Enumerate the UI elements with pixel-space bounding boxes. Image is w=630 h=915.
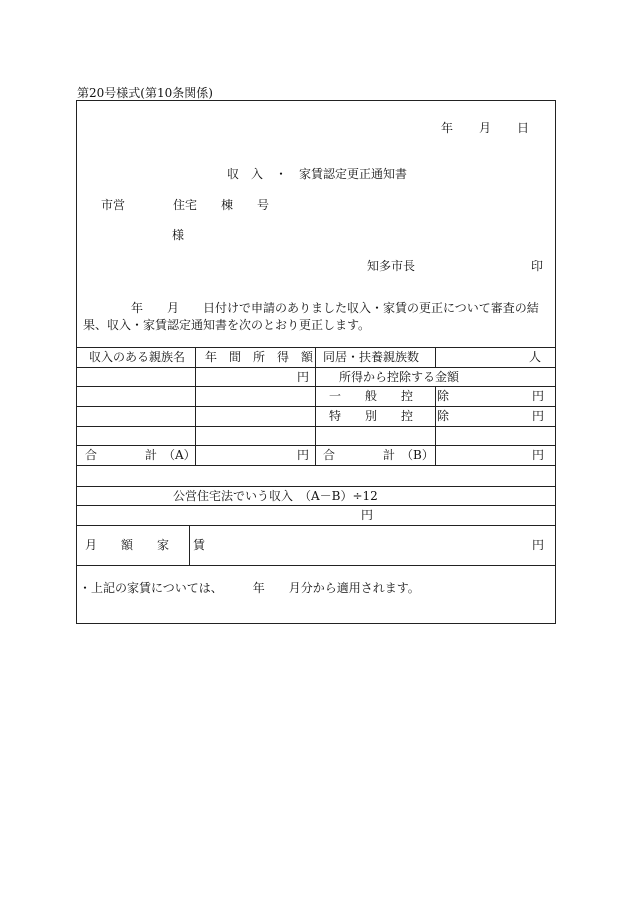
total-b-yen: 円 <box>532 448 545 462</box>
dependents-unit: 人 <box>529 350 542 364</box>
addressee-suffix: 様 <box>172 228 185 242</box>
monthly-rent-label: 月 額 家 賃 <box>85 538 206 552</box>
general-deduction-yen: 円 <box>532 389 545 403</box>
column-rule <box>435 347 436 367</box>
document-title: 収 入 ・ 家賃認定更正通知書 <box>227 167 408 181</box>
public-housing-income-yen: 円 <box>361 508 374 522</box>
date-year-label: 年 <box>440 121 453 135</box>
general-deduction-label: 一 般 控 除 <box>329 389 450 403</box>
header-dependents: 同居・扶養親族数 <box>323 350 420 364</box>
deduction-header: 所得から控除する金額 <box>339 370 460 384</box>
date-line <box>441 119 529 136</box>
header-relatives-with-income: 収入のある親族名 <box>89 350 186 364</box>
special-deduction-label: 特 別 控 除 <box>329 409 450 423</box>
address-line: 市営 住宅 棟 号 <box>101 198 270 212</box>
total-b-label: 合 計 （B） <box>323 448 434 462</box>
table-rule <box>77 525 555 526</box>
applicable-from-note: ・上記の家賃については、 年 月分から適用されます。 <box>79 581 420 595</box>
table-rule <box>77 386 555 387</box>
public-housing-income-label: 公営住宅法でいう収入 （A－B）÷12 <box>173 489 378 503</box>
issuer-name: 知多市長 <box>367 259 416 273</box>
table-rule <box>77 565 555 566</box>
notice-body: 年 月 日付けで申請のありました収入・家賃の更正について審査の結果、収入・家賃認定通知書を次のとおり更正します。 <box>83 301 539 332</box>
date-month-label: 月 <box>478 121 491 135</box>
monthly-rent-yen: 円 <box>532 538 545 552</box>
table-rule <box>77 505 555 506</box>
column-rule <box>315 347 316 465</box>
total-a-yen: 円 <box>297 448 310 462</box>
table-rule <box>77 406 555 407</box>
income-yen-unit: 円 <box>297 370 310 384</box>
notice-form <box>76 100 556 624</box>
special-deduction-yen: 円 <box>532 409 545 423</box>
date-day-label: 日 <box>516 121 529 135</box>
form-number: 第20号様式(第10条関係) <box>77 86 213 100</box>
table-rule <box>77 465 555 466</box>
seal-mark: 印 <box>530 259 543 273</box>
table-rule <box>77 367 555 368</box>
header-annual-income: 年 間 所 得 額 <box>205 350 314 364</box>
total-a-label: 合 計 （A） <box>85 448 196 462</box>
table-rule <box>77 426 555 427</box>
